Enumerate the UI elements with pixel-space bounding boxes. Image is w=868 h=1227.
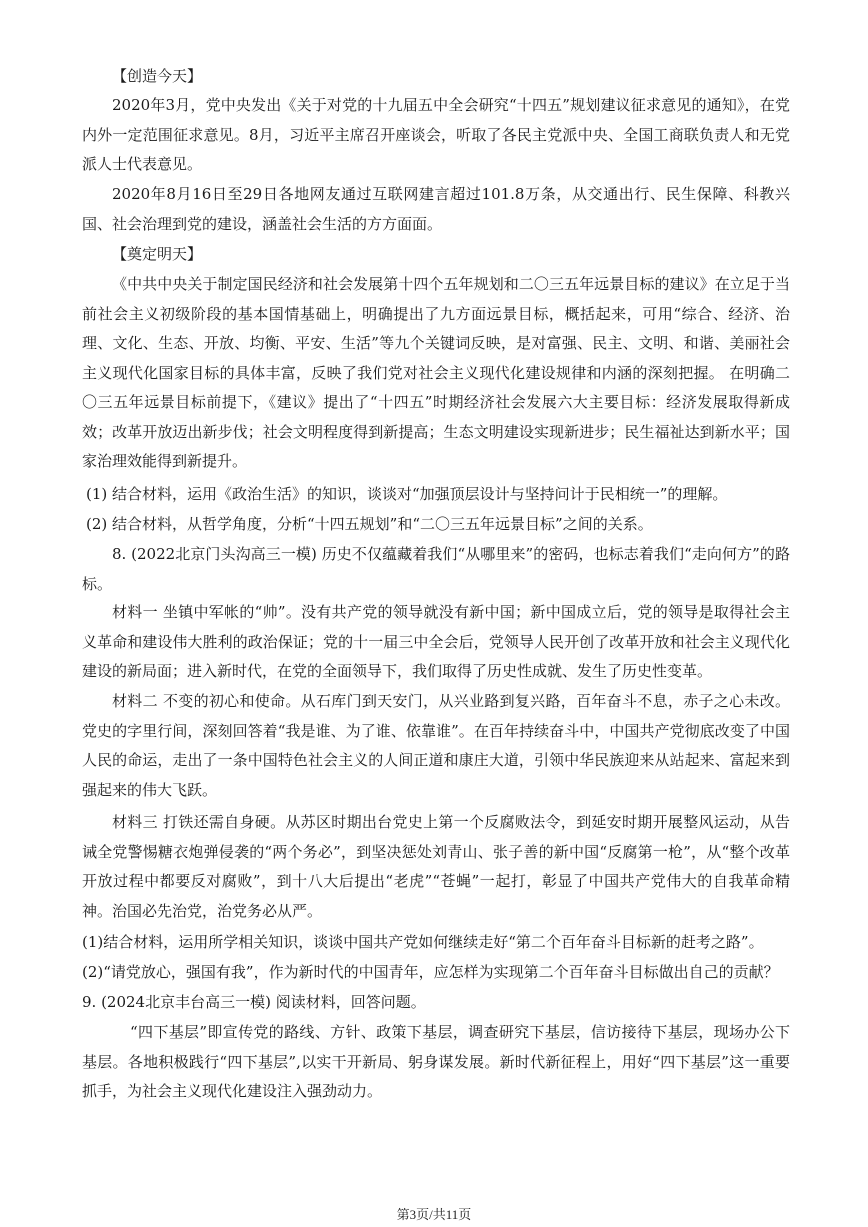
section-heading-lay-tomorrow: 【奠定明天】 [112, 245, 203, 263]
material-2: 材料二 不变的初心和使命。从石库门到天安门，从兴业路到复兴路，百年奋斗不息，赤子之心未改。党史的字里行间，深刻回答着“我是谁、为了谁、依靠谁”。在百年持续奋斗中，中国共产党彻底改变了中国人民的命运，走出了一条中国特色社会主义的人间正道和康庄大道，引领中华民族迎来从站起来、富起来到强起来的伟大飞跃。 [82, 692, 790, 799]
question-8-sub-2: (2)“请党放心，强国有我”，作为新时代的中国青年，应怎样为实现第二个百年奋斗目标做出自己的贡献？ [82, 963, 779, 981]
question-9-material: “四下基层”即宣传党的路线、方针、政策下基层，调查研究下基层，信访接待下基层，现场办公下基层。各地积极践行“四下基层”,以实干开新局、躬身谋发展。新时代新征程上，用好“四下基层”这一重要抓手，为社会主义现代化建设注入强劲动力。 [82, 1023, 790, 1100]
page-number: 第3页/共11页 [396, 1207, 472, 1222]
material-3: 材料三 打铁还需自身硬。从苏区时期出台党史上第一个反腐败法令，到延安时期开展整风运动，从告诫全党警惕糖衣炮弹侵袭的“两个务必”，到坚决惩处刘青山、张子善的新中国“反腐第一枪”，从“整个改革开放过程中都要反对腐败”，到十八大后提出“老虎”“苍蝇”一起打，彰显了中国共产党伟大的自我革命精神。治国必先治党，治党务必从严。 [82, 813, 790, 920]
paragraph-proposal: 《中共中央关于制定国民经济和社会发展第十四个五年规划和二〇三五年远景目标的建议》在立足于当前社会主义初级阶段的基本国情基础上，明确提出了九方面远景目标，概括起来，可用“综合、经济、治理、文化、生态、开放、均衡、平安、生活”等九个关键词反映，是对富强、民主、文明、和谐、美丽社会主义现代化国家目标的具体丰富，反映了我们党对社会主义现代化建设规律和内涵的深刻把握。 在明确二〇三五年远景目标前提下，《建议》提出了“十四五”时期经济社会发展六大主要目标：经济发展取得新成效；改革开放迈出新步伐；社会文明程度得到新提高；生态文明建设实现新进步；民生福祉达到新水平；国家治理效能得到新提升。 [82, 275, 790, 470]
material-1: 材料一 坐镇中军帐的“帅”。没有共产党的领导就没有新中国；新中国成立后，党的领导是取得社会主义革命和建设伟大胜利的政治保证；党的十一届三中全会后，党领导人民开创了改革开放和社会主义现代化建设的新局面；进入新时代，在党的全面领导下，我们取得了历史性成就、发生了历史性变革。 [82, 603, 790, 680]
question-9-intro: 9. (2024北京丰台高三一模) 阅读材料，回答问题。 [82, 993, 426, 1011]
question-8-sub-1: (1)结合材料，运用所学相关知识，谈谈中国共产党如何继续走好“第二个百年奋斗目标新的赶考之路”。 [82, 933, 764, 951]
question-8-intro: 8. (2022北京门头沟高三一模) 历史不仅蕴藏着我们“从哪里来”的密码，也标志着我们“走向何方”的路标。 [82, 545, 790, 593]
question-item-1: (1) 结合材料，运用《政治生活》的知识，谈谈对“加强顶层设计与坚持问计于民相统一”的理解。 [86, 485, 728, 503]
paragraph-consultation: 2020年3月，党中央发出《关于对党的十九届五中全会研究“十四五”规划建议征求意见的通知》，在党内外一定范围征求意见。8月，习近平主席召开座谈会，听取了各民主党派中央、全国工商联负责人和无党派人士代表意见。 [82, 96, 790, 173]
paragraph-online-suggestions: 2020年8月16日至29日各地网友通过互联网建言超过101.8万条，从交通出行、民生保障、科教兴国、社会治理到党的建设，涵盖社会生活的方方面面。 [82, 185, 790, 233]
section-heading-create-today: 【创造今天】 [112, 67, 203, 85]
question-item-2: (2) 结合材料，从哲学角度，分析“十四五规划”和“二〇三五年远景目标”之间的关系。 [86, 515, 653, 533]
